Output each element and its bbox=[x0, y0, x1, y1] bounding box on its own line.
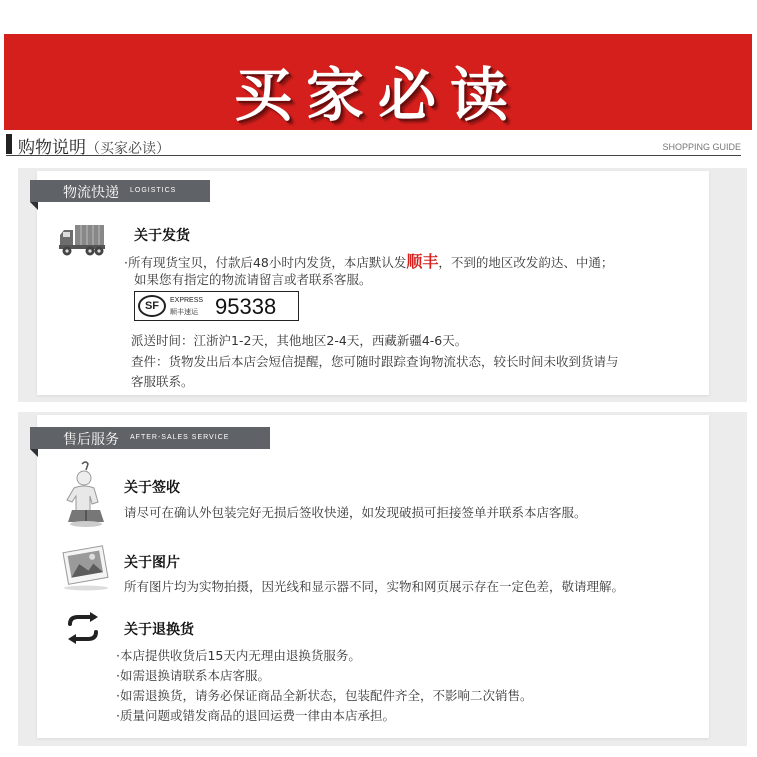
sign-text: 请尽可在确认外包装完好无损后签收快递，如发现破损可拒接签单并联系本店客服。 bbox=[124, 505, 587, 520]
shipping-line-1-post: ，不到的地区改发韵达、中通； bbox=[438, 255, 614, 270]
shipping-line-1 bbox=[124, 249, 613, 272]
tab-fold bbox=[30, 449, 38, 457]
sf-cn-label: 顺丰速运 bbox=[170, 308, 198, 316]
sf-highlight: 顺丰 bbox=[406, 252, 439, 271]
return-arrows-icon bbox=[64, 612, 102, 646]
returns-item-3: ·如需退换货，请务必保证商品全新状态，包装配件齐全，不影响二次销售。 bbox=[116, 688, 533, 703]
returns-heading: 关于退换货 bbox=[124, 622, 194, 638]
aftersales-tab-en: AFTER-SALES SERVICE bbox=[130, 434, 230, 441]
returns-item-2: ·如需退换请联系本店客服。 bbox=[116, 668, 270, 683]
shopping-guide-header bbox=[6, 132, 741, 156]
returns-item-4: ·质量问题或错发商品的退回运费一律由本店承担。 bbox=[116, 708, 395, 723]
sf-express-badge bbox=[134, 291, 299, 321]
aftersales-tab-cn: 售后服务 bbox=[63, 432, 119, 448]
banner-title: 买家必读 bbox=[233, 61, 522, 129]
shipping-heading: 关于发货 bbox=[134, 228, 190, 244]
delivery-time: 派送时间：江浙沪1-2天，其他地区2-4天，西藏新疆4-6天。 bbox=[131, 333, 468, 348]
photo-icon bbox=[60, 545, 112, 591]
truck-icon bbox=[58, 222, 106, 258]
tracking-line-1: 查件：货物发出后本店会短信提醒，您可随时跟踪查询物流状态，较长时间未收到货请与 bbox=[131, 354, 619, 369]
tab-fold bbox=[30, 202, 38, 210]
guide-en-label: SHOPPING GUIDE bbox=[662, 142, 741, 152]
logistics-tab-cn: 物流快递 bbox=[63, 185, 119, 201]
banner bbox=[4, 34, 752, 130]
guide-title-text: 购物说明 bbox=[18, 138, 86, 158]
sf-phone-number: 95338 bbox=[215, 294, 277, 319]
aftersales-tab bbox=[30, 427, 270, 449]
returns-item-1: ·本店提供收货后15天内无理由退换货服务。 bbox=[116, 648, 361, 663]
shipping-line-1-pre: ·所有现货宝贝，付款后48小时内发货，本店默认发 bbox=[124, 255, 407, 270]
guide-subtitle: （买家必读） bbox=[86, 141, 170, 157]
sf-logo: SF bbox=[138, 295, 166, 317]
sign-heading: 关于签收 bbox=[124, 480, 180, 496]
photos-text: 所有图片均为实物拍摄，因光线和显示器不同，实物和网页展示存在一定色差，敬请理解。 bbox=[124, 579, 625, 594]
header-marker bbox=[6, 134, 12, 154]
logistics-tab-en: LOGISTICS bbox=[130, 187, 177, 194]
sf-express-label: EXPRESS bbox=[170, 297, 204, 304]
shipping-line-2: 如果您有指定的物流请留言或者联系客服。 bbox=[134, 272, 372, 287]
tracking-line-2: 客服联系。 bbox=[131, 374, 194, 389]
guide-title bbox=[18, 133, 170, 158]
photos-heading: 关于图片 bbox=[124, 555, 180, 571]
logistics-tab bbox=[30, 180, 210, 202]
person-signing-icon bbox=[62, 460, 110, 528]
